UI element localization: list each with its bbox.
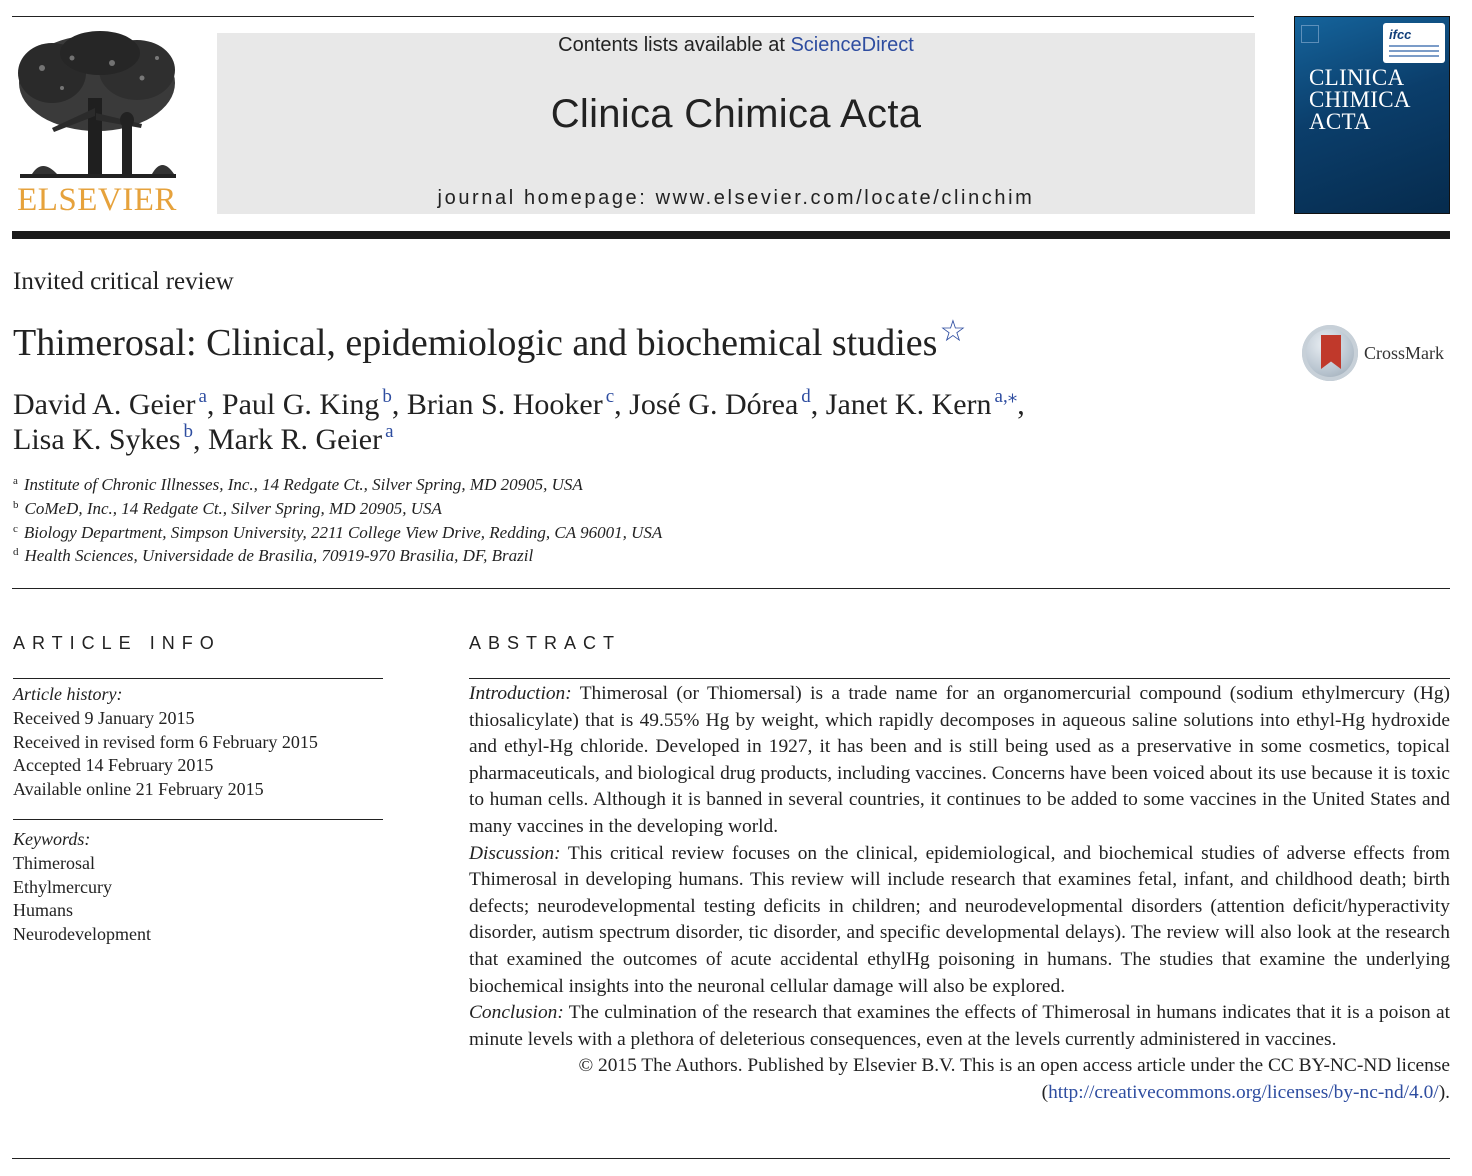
affiliation-text: Health Sciences, Universidade de Brasilia, 70919-970 Brasilia, DF, Brazil — [24, 546, 534, 565]
contents-prefix: Contents lists available at — [558, 34, 791, 56]
author-name[interactable]: David A. Geier — [13, 388, 196, 421]
article-title — [13, 314, 966, 365]
author-separator: , — [614, 388, 630, 421]
cover-title-line: CHIMICA — [1309, 87, 1411, 112]
keyword[interactable]: Humans — [13, 900, 73, 921]
affiliation — [13, 523, 662, 543]
affiliation-key: a — [13, 475, 18, 487]
crossmark-label: CrossMark — [1364, 343, 1444, 363]
title-footnote-star-icon[interactable]: ☆ — [939, 315, 967, 348]
cover-title-line: ACTA — [1309, 109, 1371, 134]
crossmark-badge[interactable] — [1302, 325, 1452, 383]
discussion-label: Discussion: — [469, 842, 561, 864]
abstract-discussion — [469, 841, 1450, 1001]
conclusion-label: Conclusion: — [469, 1002, 564, 1024]
affiliation-text: Institute of Chronic Illnesses, Inc., 14 Redgate Ct., Silver Spring, MD 20905, USA — [23, 475, 583, 494]
author-name[interactable]: Mark R. Geier — [208, 423, 383, 456]
author-list-line-2 — [13, 421, 394, 457]
keywords-label: Keywords: — [13, 829, 91, 849]
article-type: Invited critical review — [13, 268, 234, 295]
author-affiliation-sup[interactable]: d — [801, 386, 811, 407]
article-history — [13, 683, 318, 802]
sciencedirect-link[interactable]: ScienceDirect — [790, 34, 914, 56]
copyright-notice — [469, 1053, 1450, 1106]
abstract-body — [469, 681, 1450, 1107]
discussion-text: This critical review focuses on the clinical, epidemiological, and biochemical studies of adverse effects from Thimerosal in developing humans. This review will include research that examines fetal, infant, and childhood death; birth defects; neurodevelopmental testing deficits in children; and neurodevelopmental disorders (attention deficit/hyperactivity disorder, autism spectrum disorder, tic disorder, and specific developmental delays). The review will also look at the research that examined the outcomes of acute accidental ethylHg poisoning in humans. The studies that examine the underlying biochemical insights into the neuronal cellular damage will also be explored. — [469, 842, 1450, 997]
author-affiliation-sup[interactable]: a — [198, 386, 207, 407]
article-info-rule — [13, 678, 383, 679]
keywords-list — [13, 828, 151, 947]
license-open: ( — [1041, 1081, 1049, 1103]
introduction-label: Introduction: — [469, 683, 572, 704]
journal-cover-thumbnail[interactable] — [1294, 16, 1450, 214]
author-affiliation-sup[interactable]: a — [385, 421, 394, 442]
journal-homepage-line[interactable]: journal homepage: www.elsevier.com/locate/clinchim — [437, 187, 1035, 209]
author-name[interactable]: Brian S. Hooker — [406, 388, 603, 421]
license-close: ). — [1438, 1081, 1450, 1103]
author-name[interactable]: Janet K. Kern — [825, 388, 992, 421]
author-affiliation-sup[interactable]: c — [605, 386, 615, 407]
keyword[interactable]: Thimerosal — [13, 852, 95, 873]
author-separator: , — [206, 388, 222, 421]
affiliation-key: d — [13, 546, 19, 558]
affiliation-key: c — [13, 523, 18, 535]
author-name[interactable]: Paul G. King — [221, 388, 380, 421]
abstract-introduction — [469, 681, 1450, 841]
author-separator: , — [193, 423, 208, 456]
history-item: Received in revised form 6 February 2015 — [13, 731, 318, 752]
abstract-conclusion — [469, 1000, 1450, 1053]
author-name[interactable]: José G. Dórea — [629, 388, 799, 421]
copyright-text: © 2015 The Authors. Published by Elsevier B.V. This is an open access article under the CC BY-NC-ND license — [578, 1055, 1450, 1077]
author-affiliation-sup[interactable]: b — [183, 421, 193, 442]
affiliation-text: Biology Department, Simpson University, 2211 College View Drive, Redding, CA 96001, USA — [23, 523, 663, 542]
license-link[interactable]: http://creativecommons.org/licenses/by-nc-nd/4.0/ — [1048, 1081, 1439, 1103]
author-separator: , — [391, 388, 407, 421]
ifcc-badge-text: ifcc — [1389, 27, 1412, 42]
section-divider — [12, 588, 1450, 589]
cover-publisher-icon — [1301, 25, 1319, 43]
journal-title: Clinica Chimica Acta — [550, 92, 922, 136]
elsevier-wordmark[interactable]: ELSEVIER — [17, 182, 177, 218]
abstract-heading: ABSTRACT — [469, 633, 622, 653]
affiliation-text: CoMeD, Inc., 14 Redgate Ct., Silver Spring, MD 20905, USA — [24, 499, 442, 518]
header-top-rule — [12, 16, 1254, 17]
cover-title — [1309, 67, 1411, 133]
history-item: Accepted 14 February 2015 — [13, 755, 214, 776]
ifcc-badge — [1383, 23, 1445, 63]
header-bottom-rule — [12, 231, 1450, 239]
affiliation — [13, 475, 583, 495]
author-affiliation-sup[interactable]: b — [382, 386, 392, 407]
introduction-text: Thimerosal (or Thiomersal) is a trade name for an organomercurial compound (sodium ethylmercury (Hg) thiosalicylate) that is 49.55% Hg by weight, which rapidly decomposes in aqueous saline solutions into ethyl-Hg hydroxide and ethyl-Hg chloride. Developed in 1927, it has been and is still being used as a preservative in some cosmetics, topical pharmaceuticals, and biological drug products, including vaccines. Concerns have been voiced about its use because it is toxic to human cells. Although it is banned in several countries, it continues to be added to some vaccines in the United States and many vaccines in the developing world. — [469, 683, 1450, 837]
affiliation-key: b — [13, 499, 19, 511]
keyword[interactable]: Ethylmercury — [13, 876, 112, 897]
page-bottom-rule — [12, 1158, 1450, 1159]
history-item: Available online 21 February 2015 — [13, 779, 264, 800]
author-affiliation-sup[interactable]: a,⁎ — [994, 386, 1018, 407]
author-list-line-1 — [13, 385, 1025, 422]
article-info-heading: ARTICLE INFO — [13, 633, 221, 653]
affiliation — [13, 546, 533, 566]
keyword[interactable]: Neurodevelopment — [13, 924, 151, 945]
affiliation — [13, 499, 442, 519]
conclusion-text: The culmination of the research that examines the effects of Thimerosal in humans indicates that it is a poison at minute levels with a plethora of deleterious consequences, even at the levels currently administered in vaccines. — [469, 1002, 1450, 1050]
author-separator: , — [1017, 388, 1025, 421]
article-title-text: Thimerosal: Clinical, epidemiologic and biochemical studies — [13, 322, 938, 364]
keywords-rule — [13, 819, 383, 820]
contents-availability-line — [217, 34, 1255, 57]
abstract-rule — [469, 678, 1450, 679]
author-name[interactable]: Lisa K. Sykes — [13, 423, 181, 456]
article-history-label: Article history: — [13, 684, 123, 704]
cover-title-line: CLINICA — [1309, 65, 1405, 90]
author-separator: , — [810, 388, 826, 421]
history-item: Received 9 January 2015 — [13, 707, 195, 728]
